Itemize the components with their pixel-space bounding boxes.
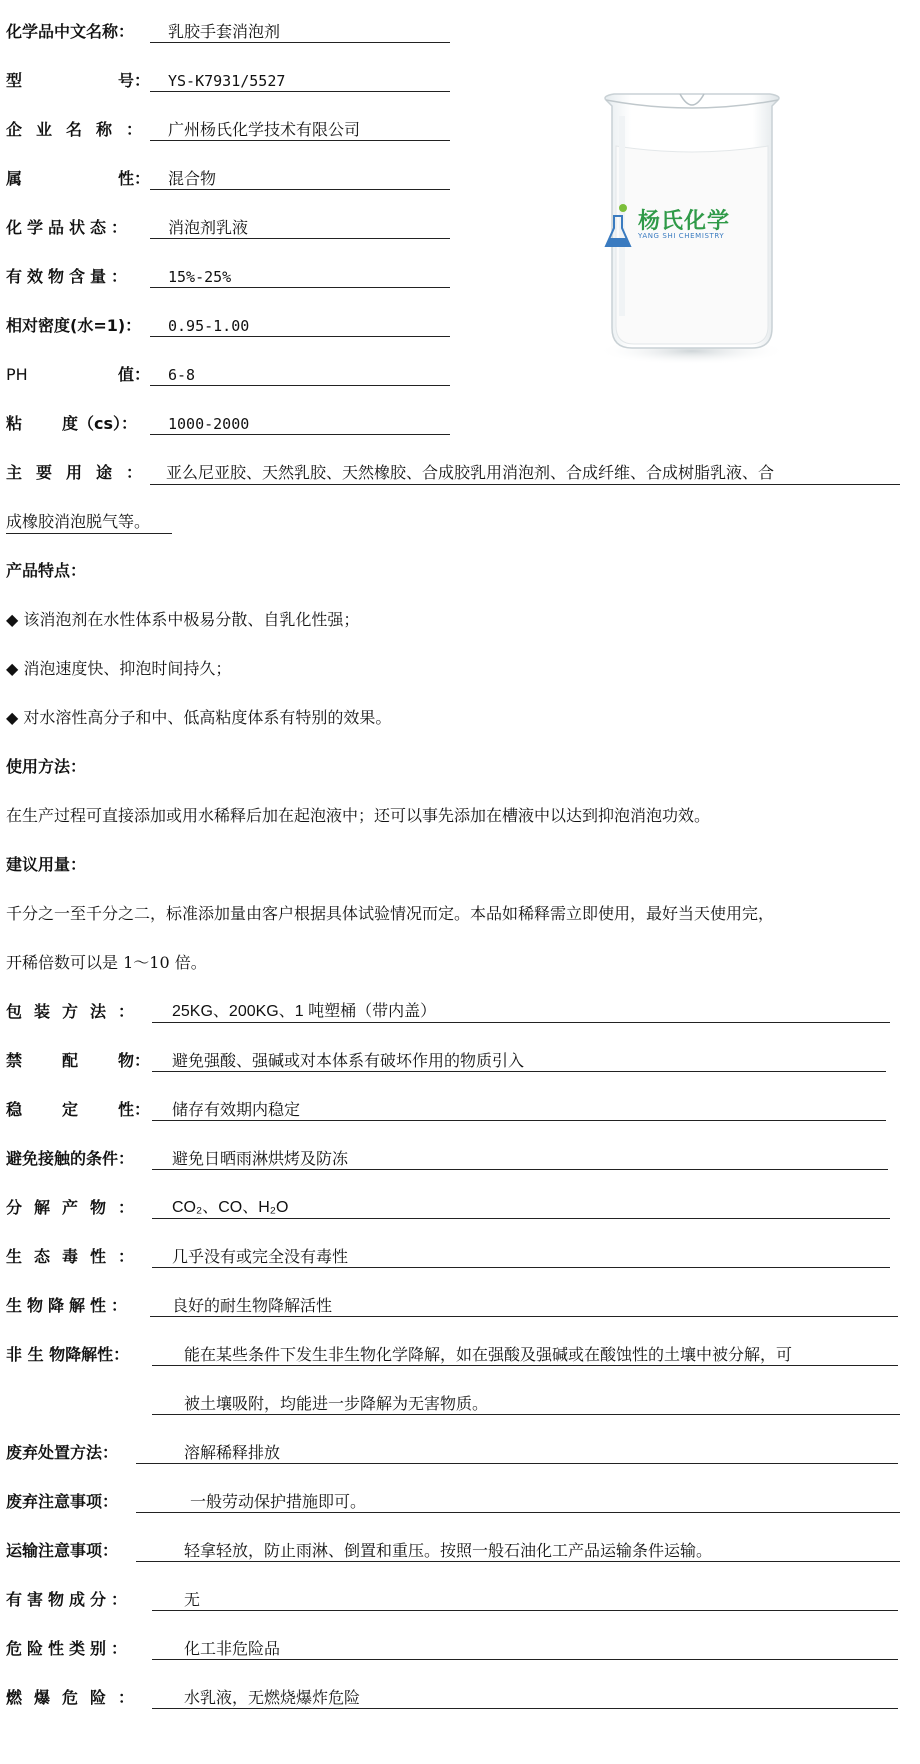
dosage-line-1: 千分之一至千分之二，标准添加量由客户根据具体试验情况而定。本品如稀释需立即使用，最好当天使用完， [6,904,775,923]
field-label-chem-name: 化学品中文名称： [6,22,135,41]
field-value-state: 消泡剂乳液 [168,218,249,237]
method-text: 在生产过程可直接添加或用水稀释后加在起泡液中；还可以事先添加在槽液中以达到抑泡消泡功效。 [6,806,711,825]
field-label-density: 相对密度(水=1)： [6,316,142,335]
field-label-company: 企业名称： [6,120,157,139]
spec-value-disposal: 溶解稀释排放 [184,1443,281,1462]
spec-label-decomposition: 分解产物： [6,1198,147,1217]
product-beaker-image [592,66,792,366]
spec-value-biodegradability: 良好的耐生物降解活性 [172,1296,333,1315]
spec-label-incompatible: 禁 配 物： [6,1051,151,1070]
spec-value-abiotic-2: 被土壤吸附，均能进一步降解为无害物质。 [184,1394,489,1413]
spec-value-decomposition: CO₂、CO、H₂O [172,1199,289,1216]
field-value-attribute: 混合物 [168,169,217,188]
spec-value-hazardous: 无 [184,1590,201,1609]
field-value-content: 15%-25% [168,268,232,286]
spec-label-ecotoxicity: 生态毒性： [6,1247,147,1266]
field-label-state: 化学品状态： [6,218,133,237]
spec-label-explosion: 燃爆危险： [6,1688,147,1707]
spec-value-abiotic-1: 能在某些条件下发生非生物化学降解，如在强酸及强碱或在酸蚀性的土壤中被分解，可 [184,1345,793,1364]
field-label-model: 型 号： [6,71,151,90]
field-value-viscosity: 1000-2000 [168,415,250,433]
spec-label-biodegradability: 生物降解性： [6,1296,133,1315]
usage-label: 主要用途： [6,463,157,482]
spec-label-transport: 运输注意事项： [6,1541,119,1560]
method-heading: 使用方法： [6,757,87,776]
field-label-attribute: 属 性： [6,169,151,188]
dosage-line-2: 开稀倍数可以是 1～10 倍。 [6,953,207,972]
spec-label-hazard-class: 危险性类别： [6,1639,133,1658]
logo-subtitle: YANG SHI CHEMISTRY [638,232,725,240]
spec-value-incompatible: 避免强酸、强碱或对本体系有破坏作用的物质引入 [172,1051,525,1070]
spec-value-avoid-conditions: 避免日晒雨淋烘烤及防冻 [172,1149,349,1168]
field-value-ph: 6-8 [168,366,196,384]
spec-value-ecotoxicity: 几乎没有或完全没有毒性 [172,1247,349,1266]
feature-item: ◆ 对水溶性高分子和中、低高粘度体系有特别的效果。 [6,708,392,727]
logo-name: 杨氏化学 [638,209,731,234]
spec-value-stability: 储存有效期内稳定 [172,1100,301,1119]
field-label-viscosity: 粘 度（cs）： [6,414,138,433]
feature-item: ◆ 消泡速度快、抑泡时间持久； [6,659,232,678]
field-value-model: YS-K7931/5527 [168,72,286,90]
dosage-heading: 建议用量： [6,855,87,874]
spec-label-avoid-conditions: 避免接触的条件： [6,1149,135,1168]
usage-line-2: 成橡胶消泡脱气等。 [6,512,151,531]
spec-label-packaging: 包装方法： [6,1002,147,1021]
spec-value-packaging: 25KG、200KG、1 吨塑桶（带内盖） [172,1003,437,1020]
spec-value-explosion: 水乳液，无燃烧爆炸危险 [184,1688,361,1707]
feature-item: ◆ 该消泡剂在水性体系中极易分散、自乳化性强； [6,610,360,629]
features-heading: 产品特点： [6,561,87,580]
field-value-density: 0.95-1.00 [168,317,250,335]
field-value-company: 广州杨氏化学技术有限公司 [168,120,361,139]
spec-label-hazardous: 有害物成分： [6,1590,133,1609]
spec-value-hazard-class: 化工非危险品 [184,1639,281,1658]
spec-value-transport: 轻拿轻放，防止雨淋、倒置和重压。按照一般石油化工产品运输条件运输。 [184,1541,713,1560]
spec-label-abiotic: 非 生 物降解性： [6,1345,130,1364]
field-value-chem-name: 乳胶手套消泡剂 [168,22,281,41]
field-label-content: 有效物含量： [6,267,133,286]
usage-line-1: 亚么尼亚胶、天然乳胶、天然橡胶、合成胶乳用消泡剂、合成纤维、合成树脂乳液、合 [166,463,775,482]
spec-label-stability: 稳 定 性： [6,1100,151,1119]
spec-label-disposal: 废弃处置方法： [6,1443,119,1462]
spec-label-disposal-notes: 废弃注意事项： [6,1492,119,1511]
spec-value-disposal-notes: 一般劳动保护措施即可。 [190,1492,367,1511]
field-label-ph: PH 值： [6,365,151,384]
